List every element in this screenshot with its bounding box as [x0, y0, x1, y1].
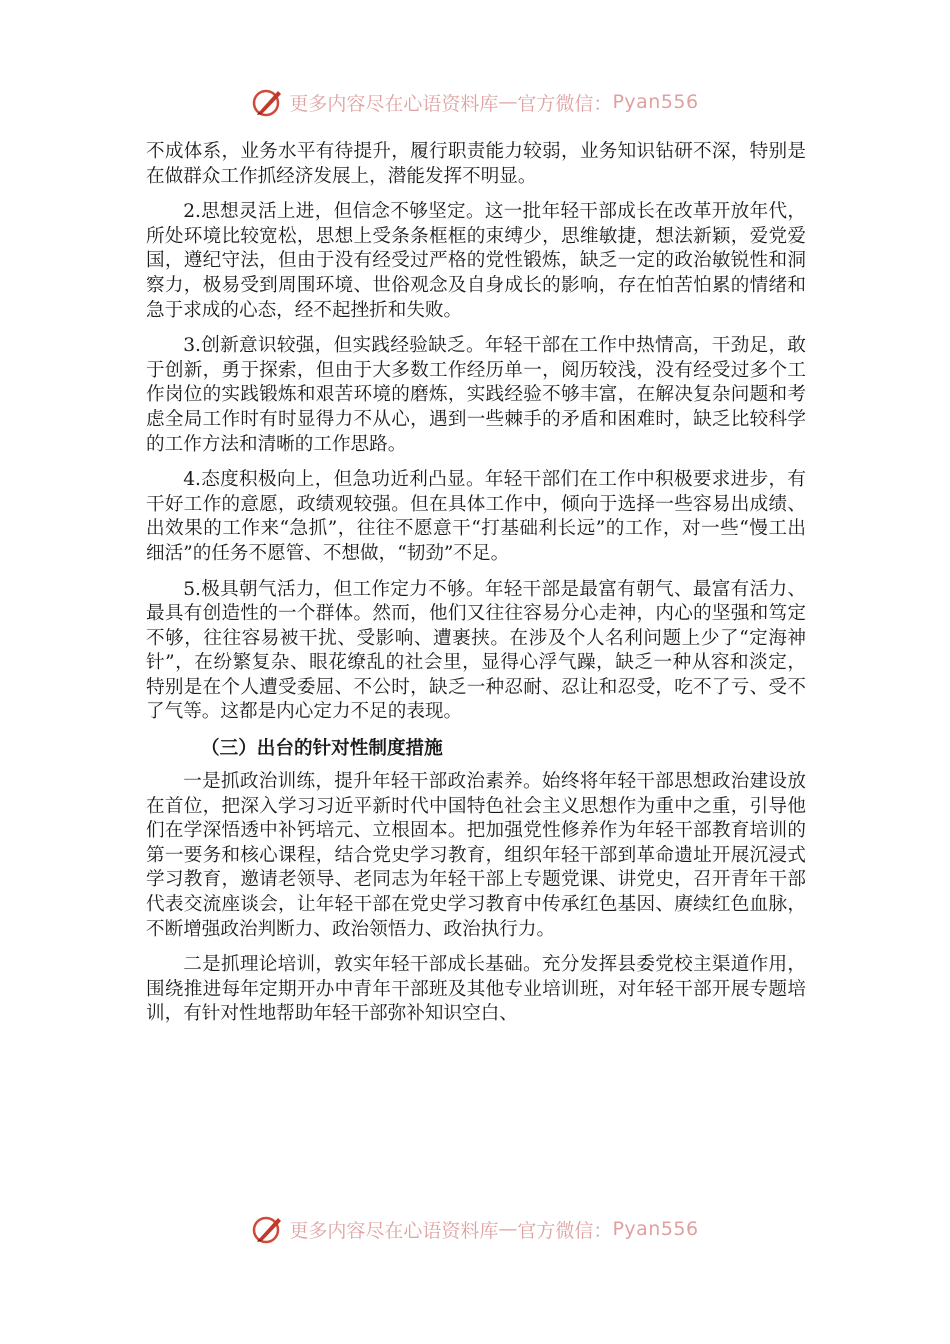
- banner-brand: 更多内容尽在心语资料库: [289, 1219, 499, 1242]
- header-watermark-banner: [0, 82, 950, 122]
- banner-wechat-label: 官方微信：: [517, 1219, 613, 1242]
- paragraph-measure-2: 二是抓理论培训，敦实年轻干部成长基础。充分发挥县委党校主渠道作用，围绕推进每年定期开办中青年干部班及其他专业培训班，对年轻干部开展专题培训，有针对性地帮助年轻干部弥补知识空白、: [146, 954, 806, 1025]
- banner-separator: —: [498, 91, 518, 113]
- banner-separator: —: [498, 1218, 518, 1240]
- document-body: [146, 140, 806, 1038]
- paragraph-point-5: 5.极具朝气活力，但工作定力不够。年轻干部是最富有朝气、最富有活力、最具有创造性的一个群体。然而，他们又往往容易分心走神，内心的坚强和笃定不够，往往容易被干扰、受影响、遭裹挟。在涉及个人名利问题上少了“定海神针”，在纷繁复杂、眼花缭乱的社会里，显得心浮气躁，缺乏一种从容和淡定，特别是在个人遭受委屈、不公时，缺乏一种忍耐、忍让和忍受，吃不了亏、受不了气等。这都是内心定力不足的表现。: [146, 578, 806, 723]
- paragraph-point-3: 3.创新意识较强，但实践经验缺乏。年轻干部在工作中热情高，干劲足，敢于创新，勇于探索，但由于大多数工作经历单一，阅历较浅，没有经受过多个工作岗位的实践锻炼和艰苦环境的磨炼，实践经验不够丰富，在解决复杂问题和考虑全局工作时有时显得力不从心，遇到一些棘手的矛盾和困难时，缺乏比较科学的工作方法和清晰的工作思路。: [146, 335, 806, 455]
- paragraph-point-2: 2.思想灵活上进，但信念不够坚定。这一批年轻干部成长在改革开放年代，所处环境比较宽松，思想上受条条框框的束缚少，思维敏捷，想法新颖，爱党爱国，遵纪守法，但由于没有经受过严格的党性锻炼，缺乏一定的政治敏锐性和洞察力，极易受到周围环境、世俗观念及自身成长的影响，存在怕苦怕累的情绪和急于求成的心态，经不起挫折和失败。: [146, 201, 806, 321]
- section-heading: （三）出台的针对性制度措施: [201, 738, 443, 760]
- banner-brand: 更多内容尽在心语资料库: [289, 92, 499, 115]
- banner-wechat-id: Pyan556: [612, 1218, 699, 1240]
- banner-wechat-label: 官方微信：: [517, 92, 613, 115]
- pen-logo-icon: [251, 85, 285, 119]
- banner-wechat-id: Pyan556: [612, 91, 699, 113]
- paragraph-point-4: 4.态度积极向上，但急功近利凸显。年轻干部们在工作中积极要求进步，有干好工作的意愿，政绩观较强。但在具体工作中，倾向于选择一些容易出成绩、出效果的工作来“急抓”，往往不愿意干“打基础利长远”的工作，对一些“慢工出细活”的任务不愿管、不想做，“韧劲”不足。: [146, 469, 806, 564]
- paragraph-measure-1: 一是抓政治训练，提升年轻干部政治素养。始终将年轻干部思想政治建设放在首位，把深入学习习近平新时代中国特色社会主义思想作为重中之重，引导他们在学深悟透中补钙培元、立根固本。把加强党性修养作为年轻干部教育培训的第一要务和核心课程，结合党史学习教育，组织年轻干部到革命遗址开展沉浸式学习教育，邀请老领导、老同志为年轻干部上专题党课、讲党史，召开青年干部代表交流座谈会，让年轻干部在党史学习教育中传承红色基因、赓续红色血脉，不断增强政治判断力、政治领悟力、政治执行力。: [146, 771, 806, 940]
- paragraph-continued: 不成体系，业务水平有待提升，履行职责能力较弱，业务知识钻研不深，特别是在做群众工作抓经济发展上，潜能发挥不明显。: [146, 141, 806, 187]
- footer-watermark-banner: [0, 1209, 950, 1249]
- pen-logo-icon: [251, 1212, 285, 1246]
